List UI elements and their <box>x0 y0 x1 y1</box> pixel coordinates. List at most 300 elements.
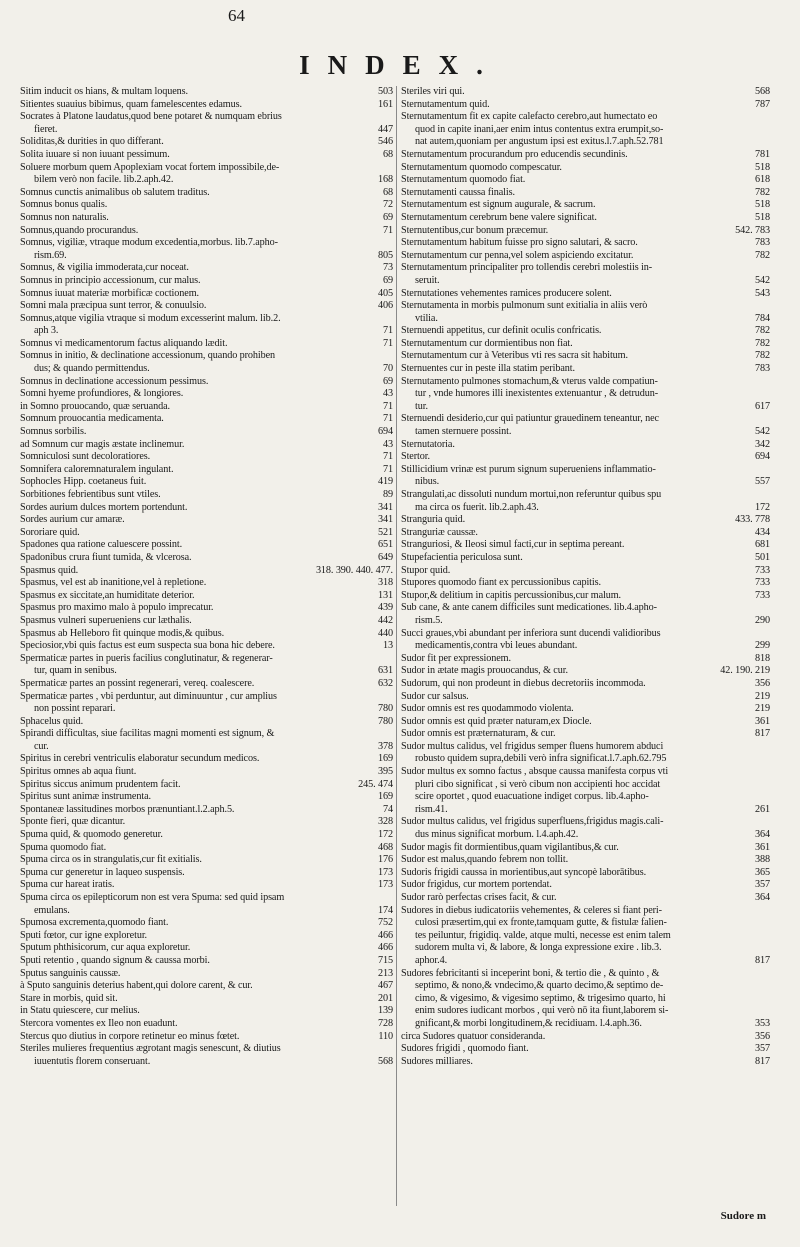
entry-text: ma circa os fuerit. lib.2.aph.43. <box>415 501 539 513</box>
entry-page: 71 <box>383 451 393 463</box>
entry-text: Strangulati,ac dissoluti nundum mortui,non referuntur quibus spu <box>401 489 662 500</box>
entry-page: 361 <box>755 715 770 727</box>
index-entry <box>20 439 393 452</box>
entry-text: Somnus,atque vigilia vtraque si modum excesserint malum. lib.2. <box>20 312 281 324</box>
index-entry <box>20 376 393 389</box>
entry-page: 518 <box>755 161 770 173</box>
index-entry <box>401 993 770 1006</box>
index-entry <box>20 388 393 401</box>
entry-text: Sub cane, & ante canem difficiles sunt medicationes. lib.4.apho- <box>401 602 657 614</box>
entry-page: 71 <box>383 224 393 236</box>
entry-text: Somnus, vigiliæ, vtraque modum excedentia,morbus. lib.7.apho- <box>20 237 278 249</box>
entry-text: Spermaticæ partes , vbi perduntur, aut diminuuntur , cur amplius <box>20 690 277 702</box>
index-entry <box>401 338 770 351</box>
entry-page: 219 <box>755 703 770 715</box>
index-entry <box>20 804 393 817</box>
entry-page: 518 <box>755 211 770 223</box>
index-entry <box>401 590 770 603</box>
entry-text: culosi præsertim,qui ex fronte,tamquam gutte, & fistulæ falien- <box>415 917 667 929</box>
entry-page: 447 <box>378 123 393 135</box>
index-entry <box>20 426 393 439</box>
entry-text: in Statu quiescere, cur melius. <box>20 1005 140 1017</box>
index-entry <box>20 1018 393 1031</box>
index-entry <box>20 993 393 1006</box>
entry-text: Steriles viri qui. <box>401 86 465 97</box>
entry-text: Stercus quo diutius in corpore retinetur eo minus fœtet. <box>20 1030 240 1042</box>
index-entry <box>20 1043 393 1056</box>
index-entry <box>401 930 770 943</box>
entry-page: 439 <box>378 602 393 614</box>
entry-text: Sudor in ætate magis prouocandus, & cur. <box>401 665 568 677</box>
index-entry <box>401 842 770 855</box>
index-entry <box>401 489 770 502</box>
entry-page: 694 <box>755 451 770 463</box>
index-entry <box>20 489 393 502</box>
entry-text: aph 3. <box>34 325 59 337</box>
entry-text: Sudores milliares. <box>401 1055 473 1067</box>
entry-text: Spumosa excrementa,quomodo fiant. <box>20 917 169 929</box>
entry-page: 784 <box>755 312 770 324</box>
entry-page: 818 <box>755 652 770 664</box>
entry-text: Sudor magis fit dormientibus,quam vigilantibus,& cur. <box>401 841 619 853</box>
entry-page: 74 <box>383 803 393 815</box>
index-entry <box>20 816 393 829</box>
entry-page: 694 <box>378 426 393 438</box>
index-entry <box>20 716 393 729</box>
entry-text: Sputus sanguinis caussæ. <box>20 967 121 979</box>
entry-page: 71 <box>383 400 393 412</box>
entry-page: 817 <box>755 954 770 966</box>
entry-page: 174 <box>378 904 393 916</box>
entry-page: 733 <box>755 589 770 601</box>
entry-page: 68 <box>383 148 393 160</box>
entry-text: dus minus significat morbum. l.4.aph.42. <box>415 829 579 841</box>
entry-page: 13 <box>383 640 393 652</box>
entry-text: tur, quam in senibus. <box>34 665 117 677</box>
index-entry <box>20 149 393 162</box>
index-entry <box>20 791 393 804</box>
entry-page: 378 <box>378 740 393 752</box>
entry-text: Sternutamentum fit ex capite calefacto cerebro,aut humectato eo <box>401 111 658 123</box>
column-divider <box>396 86 397 1206</box>
entry-page: 617 <box>755 400 770 412</box>
entry-text: Sudor multus calidus, vel frigidus semper fluens humorem abduci <box>401 740 664 752</box>
entry-page: 139 <box>378 1005 393 1017</box>
index-entry <box>401 426 770 439</box>
index-entry <box>401 539 770 552</box>
entry-page: 341 <box>378 501 393 513</box>
entry-page: 542 <box>755 426 770 438</box>
entry-text: Somnus in principio accessionum, cur malus. <box>20 274 201 286</box>
index-entry <box>401 1056 770 1069</box>
index-entry <box>20 363 393 376</box>
entry-text: non possint reparari. <box>34 703 116 715</box>
entry-page: 568 <box>755 86 770 97</box>
entry-page: 466 <box>378 929 393 941</box>
entry-text: vtilia. <box>415 312 438 324</box>
index-entry <box>401 980 770 993</box>
entry-text: Sponte fieri, quæ dicantur. <box>20 816 126 828</box>
index-entry <box>401 867 770 880</box>
entry-text: gnificant,& morbi longitudinem,& recidiuam. l.4.aph.36. <box>415 1017 642 1029</box>
index-entry <box>401 854 770 867</box>
index-entry <box>20 174 393 187</box>
entry-page: 69 <box>383 375 393 387</box>
entry-page: 68 <box>383 186 393 198</box>
index-entry <box>20 766 393 779</box>
entry-text: Sternuentes cur in peste illa statim peribant. <box>401 363 575 375</box>
entry-text: Steriles mulieres frequentius ægrotant magis senescunt, & diutius <box>20 1043 281 1055</box>
index-entry <box>401 942 770 955</box>
entry-page: 328 <box>378 816 393 828</box>
entry-text: Spirandi difficultas, siue facilitas magni momenti est signum, & <box>20 728 275 740</box>
index-entry <box>20 703 393 716</box>
index-entry <box>20 86 393 99</box>
entry-text: Sordes aurium dulces mortem portendunt. <box>20 501 188 513</box>
entry-text: Spuma cur hareat iratis. <box>20 879 115 891</box>
entry-text: seruit. <box>415 274 440 286</box>
index-column-right <box>401 86 770 1068</box>
entry-text: Sudoris frigidi caussa in morientibus,aut syncopè laborātibus. <box>401 866 647 878</box>
index-entry <box>20 653 393 666</box>
entry-text: Sitim inducit os hians, & multam loquens. <box>20 86 188 97</box>
entry-page: 290 <box>755 614 770 626</box>
index-entry <box>401 753 770 766</box>
index-entry <box>20 552 393 565</box>
index-entry <box>401 527 770 540</box>
index-entry <box>20 162 393 175</box>
entry-page: 69 <box>383 274 393 286</box>
entry-text: Sternutamentum habitum fuisse pro signo salutari, & sacro. <box>401 237 638 249</box>
entry-page: 781 <box>755 148 770 160</box>
index-title: INDEX. <box>299 50 501 80</box>
entry-text: Sordes aurium cur amaræ. <box>20 514 125 526</box>
entry-text: Somnus vi medicamentorum factus aliquando lædit. <box>20 337 228 349</box>
entry-text: cur. <box>34 740 49 752</box>
entry-page: 356 <box>755 677 770 689</box>
index-entry <box>20 275 393 288</box>
index-entry <box>20 955 393 968</box>
index-entry <box>20 136 393 149</box>
index-entry <box>401 288 770 301</box>
index-entry <box>20 640 393 653</box>
entry-text: Sororiare quid. <box>20 526 80 538</box>
index-entry <box>20 401 393 414</box>
entry-text: Sternutamentum est signum augurale, & sacrum. <box>401 199 596 211</box>
entry-page: 356 <box>755 1030 770 1042</box>
entry-text: Stranguria quid. <box>401 514 466 526</box>
entry-text: Spuma quomodo fiat. <box>20 841 107 853</box>
index-entry <box>401 149 770 162</box>
index-entry <box>401 439 770 452</box>
entry-page: 419 <box>378 476 393 488</box>
entry-text: nat autem,quoniam per angustum ipsi est exitus.l.7.aph.52.781 <box>415 136 664 148</box>
entry-page: 501 <box>755 551 770 563</box>
entry-text: Sphacelus quid. <box>20 715 84 727</box>
index-entry <box>20 879 393 892</box>
entry-text: cimo, & vigesimo, & vigesimo septimo, & trigesimo quarto, hi <box>415 992 666 1004</box>
index-entry <box>401 703 770 716</box>
entry-page: 110 <box>378 1030 393 1042</box>
entry-page: 405 <box>378 287 393 299</box>
entry-text: Sudores in diebus iudicatoriis vehementes, & celeres si fiant peri- <box>401 904 662 916</box>
index-entry <box>401 1018 770 1031</box>
entry-page: 69 <box>383 211 393 223</box>
entry-page: 43 <box>383 438 393 450</box>
entry-text: Sudor frigidus, cur mortem portendat. <box>401 879 552 891</box>
index-entry <box>401 791 770 804</box>
index-entry <box>20 917 393 930</box>
entry-page: 318 <box>378 577 393 589</box>
entry-page: 783 <box>755 363 770 375</box>
entry-text: rism.5. <box>415 614 443 626</box>
index-entry <box>401 640 770 653</box>
entry-text: sudorem multa vi, & labore, & longa expressione exire . lib.3. <box>415 942 662 954</box>
entry-page: 72 <box>383 199 393 211</box>
index-entry <box>401 691 770 704</box>
entry-text: bilem verò non facile. lib.2.aph.42. <box>34 174 174 186</box>
entry-text: Sudores frigidi , quomodo fiant. <box>401 1043 529 1055</box>
entry-page: 365 <box>755 866 770 878</box>
index-entry <box>20 502 393 515</box>
entry-text: quod in capite inani,aer enim intus contentus extra erumpit,so- <box>415 123 664 135</box>
entry-page: 245. 474 <box>358 778 393 790</box>
entry-page: 173 <box>378 866 393 878</box>
index-entry <box>401 766 770 779</box>
entry-page: 71 <box>383 413 393 425</box>
entry-text: Spiritus omnes ab aqua fiunt. <box>20 766 137 778</box>
entry-page: 219 <box>755 690 770 702</box>
entry-page: 783 <box>755 237 770 249</box>
entry-page: 782 <box>755 249 770 261</box>
index-entry <box>401 250 770 263</box>
entry-text: Somnus bonus qualis. <box>20 199 108 211</box>
index-entry <box>401 565 770 578</box>
index-entry <box>401 741 770 754</box>
index-entry <box>20 905 393 918</box>
entry-text: Succi graues,vbi abundant per inferiora sunt ducendi validioribus <box>401 627 661 639</box>
entry-text: Sternutationes vehementes ramices producere solent. <box>401 287 612 299</box>
entry-text: Sudores febricitanti si inceperint boni, & tertio die , & quinto , & <box>401 967 660 979</box>
entry-text: Somnus, & vigilia immoderata,cur noceat. <box>20 262 189 274</box>
index-entry <box>401 99 770 112</box>
entry-text: in Somno prouocando, quæ seruanda. <box>20 400 170 412</box>
entry-text: Somniculosi sunt decoloratiores. <box>20 451 151 463</box>
index-entry <box>20 1031 393 1044</box>
entry-text: Spiritus siccus animum prudentem facit. <box>20 778 181 790</box>
entry-text: Somnus in initio, & declinatione accessionum, quando prohiben <box>20 350 276 362</box>
entry-text: Sternutamento pulmones stomachum,& vterus valde compatiun- <box>401 375 658 387</box>
entry-text: Sternutamentum cur à Veteribus vti res sacra sit habitum. <box>401 350 628 362</box>
index-entry <box>401 628 770 641</box>
entry-page: 466 <box>378 942 393 954</box>
entry-text: Spuma cur generetur in laqueo suspensis. <box>20 866 185 878</box>
entry-text: Sputi fœtor, cur igne exploretur. <box>20 929 148 941</box>
entry-page: 805 <box>378 249 393 261</box>
index-entry <box>401 275 770 288</box>
entry-text: Soliditas,& durities in quo differant. <box>20 136 164 148</box>
index-entry <box>20 691 393 704</box>
entry-page: 388 <box>755 854 770 866</box>
index-entry <box>401 413 770 426</box>
index-entry <box>401 225 770 238</box>
entry-text: emulans. <box>34 904 70 916</box>
entry-text: Stertor. <box>401 451 430 463</box>
index-entry <box>20 464 393 477</box>
index-entry <box>20 212 393 225</box>
index-entry <box>20 615 393 628</box>
entry-text: à Sputo sanguinis deterius habent,qui dolore carent, & cur. <box>20 980 253 992</box>
entry-page: 733 <box>755 564 770 576</box>
index-entry <box>20 514 393 527</box>
entry-text: Sudor omnis est quid præter naturam,ex Diocle. <box>401 715 592 727</box>
entry-text: Sternutamentum cerebrum bene valere significat. <box>401 211 597 223</box>
entry-text: Sudor rarò perfectas crises facit, & cur. <box>401 892 557 903</box>
entry-page: 433. 778 <box>735 514 770 526</box>
entry-page: 780 <box>378 715 393 727</box>
entry-text: Solita iuuare si non iuuant pessimum. <box>20 148 170 160</box>
entry-text: Sudor est malus,quando febrem non tollit. <box>401 854 569 866</box>
index-entry <box>20 968 393 981</box>
entry-text: Sternuendi appetitus, cur definit oculis confricatis. <box>401 325 602 337</box>
entry-text: Sternutatoria. <box>401 438 455 450</box>
entry-text: Sternutamentum quid. <box>401 98 490 110</box>
index-entry <box>401 779 770 792</box>
index-entry <box>401 514 770 527</box>
index-entry <box>401 86 770 99</box>
entry-page: 43 <box>383 388 393 400</box>
index-entry <box>20 753 393 766</box>
index-entry <box>20 565 393 578</box>
index-entry <box>20 338 393 351</box>
entry-page: 782 <box>755 350 770 362</box>
index-entry <box>401 136 770 149</box>
entry-text: Sorbitiones febrientibus sunt vtiles. <box>20 489 161 500</box>
index-entry <box>20 225 393 238</box>
index-entry <box>401 199 770 212</box>
index-entry <box>20 829 393 842</box>
entry-page: 542 <box>755 274 770 286</box>
entry-text: tes peiluntur, frigidiq. valde, atque multi, necesse est enim talem <box>415 929 671 941</box>
folio-number: 64 <box>228 6 245 25</box>
index-entry <box>401 237 770 250</box>
entry-page: 261 <box>755 803 770 815</box>
index-entry <box>401 124 770 137</box>
entry-text: Spasmus, vel est ab inanitione,vel à repletione. <box>20 577 207 589</box>
entry-text: robusto quidem supra,debili verò infra significat.l.7.aph.62.795 <box>415 753 667 765</box>
entry-text: Stare in morbis, quid sit. <box>20 992 118 1004</box>
entry-page: 172 <box>378 829 393 841</box>
entry-page: 169 <box>378 753 393 765</box>
index-entry <box>401 174 770 187</box>
index-entry <box>401 816 770 829</box>
entry-text: Spuma quid, & quomodo generetur. <box>20 829 163 841</box>
entry-text: Stupor quid. <box>401 564 451 576</box>
index-entry <box>401 829 770 842</box>
entry-page: 817 <box>755 1055 770 1067</box>
entry-text: septimo, & nono,& vndecimo,& quarto decimo,& septimo de- <box>415 980 664 992</box>
index-entry <box>20 665 393 678</box>
entry-page: 70 <box>383 363 393 375</box>
index-entry <box>401 917 770 930</box>
index-entry <box>20 262 393 275</box>
entry-text: fieret. <box>34 123 58 135</box>
entry-text: Spadonibus crura fiunt tumida, & vlcerosa. <box>20 551 192 563</box>
entry-text: Sudorum, qui non prodeunt in diebus decretoriis incommoda. <box>401 677 646 689</box>
entry-page: 518 <box>755 199 770 211</box>
entry-text: Sputum phthisicorum, cur aqua exploretur. <box>20 942 191 954</box>
entry-text: Spermaticæ partes an possint regenerari, vereq. coalescere. <box>20 677 255 689</box>
entry-text: Sputi retentio , quando signum & caussa morbi. <box>20 954 210 966</box>
entry-page: 782 <box>755 325 770 337</box>
entry-text: Spontaneæ lassitudines morbos prænuntiant.l.2.aph.5. <box>20 803 235 815</box>
entry-page: 651 <box>378 539 393 551</box>
index-entry <box>20 854 393 867</box>
entry-text: tur , vnde humores illi inexistentes extenuantur , & detrudun- <box>415 388 659 400</box>
index-entry <box>20 325 393 338</box>
index-entry <box>401 678 770 691</box>
index-entry <box>20 199 393 212</box>
entry-text: enim sudores iudicant morbos , qui verò nō ita fiunt,laborem si- <box>415 1005 669 1017</box>
index-entry <box>20 728 393 741</box>
index-entry <box>20 678 393 691</box>
index-entry <box>20 187 393 200</box>
entry-page: 728 <box>378 1017 393 1029</box>
entry-page: 131 <box>378 589 393 601</box>
entry-page: 817 <box>755 728 770 740</box>
entry-page: 357 <box>755 1043 770 1055</box>
entry-page: 395 <box>378 766 393 778</box>
index-entry <box>20 300 393 313</box>
entry-text: Stupor,& delitium in capitis percussionibus,cur malum. <box>401 589 621 601</box>
index-entry <box>401 162 770 175</box>
entry-text: Stillicidium vrinæ est purum signum superueniens inflammatio- <box>401 463 656 475</box>
entry-text: rism.41. <box>415 803 448 815</box>
index-entry <box>401 1005 770 1018</box>
entry-page: 176 <box>378 854 393 866</box>
index-entry <box>401 363 770 376</box>
entry-page: 172 <box>755 501 770 513</box>
entry-text: tamen sternuere possint. <box>415 426 512 438</box>
entry-page: 213 <box>378 967 393 979</box>
entry-text: Sternuendi desiderio,cur qui patiuntur grauedinem teneantur, nec <box>401 413 659 425</box>
entry-page: 782 <box>755 186 770 198</box>
index-entry <box>401 879 770 892</box>
index-entry <box>20 942 393 955</box>
entry-page: 299 <box>755 640 770 652</box>
entry-text: Sternutamentum cur penna,vel solem aspiciendo excitatur. <box>401 249 634 261</box>
index-entry <box>20 99 393 112</box>
entry-page: 364 <box>755 829 770 841</box>
entry-page: 168 <box>378 174 393 186</box>
entry-text: Stupefacientia periculosa sunt. <box>401 551 523 563</box>
entry-text: Sitientes suauius bibimus, quam famelescentes edamus. <box>20 98 242 110</box>
index-entry <box>401 325 770 338</box>
entry-page: 546 <box>378 136 393 148</box>
entry-text: Spasmus vulneri superueniens cur læthalis. <box>20 614 192 626</box>
index-entry <box>20 980 393 993</box>
entry-page: 361 <box>755 841 770 853</box>
entry-text: Spuma circa os epilepticorum non est vera Spuma: sed quid ipsam <box>20 892 285 903</box>
index-entry <box>20 741 393 754</box>
index-column-left <box>20 86 393 1068</box>
index-entry <box>401 1043 770 1056</box>
index-entry <box>401 313 770 326</box>
entry-text: Spiritus sunt animæ instrumenta. <box>20 791 151 803</box>
index-entry <box>20 892 393 905</box>
index-entry <box>401 716 770 729</box>
index-entry <box>401 804 770 817</box>
